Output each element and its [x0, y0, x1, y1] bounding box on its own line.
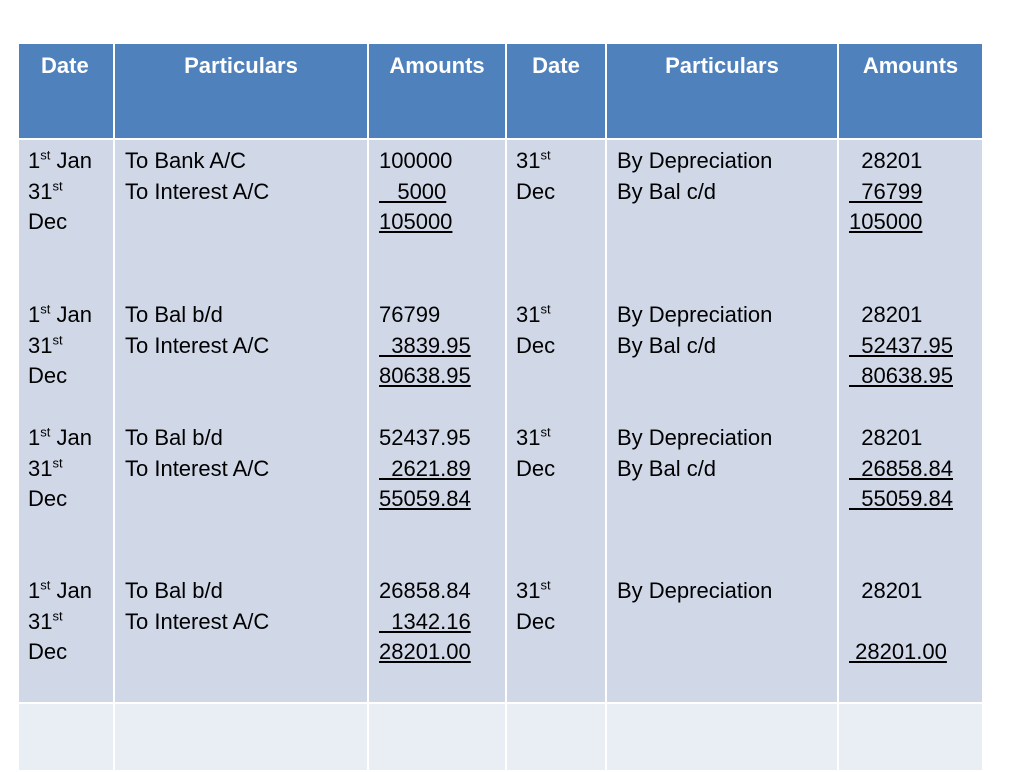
- ordinal-suffix: st: [540, 147, 551, 163]
- entry-3-dr-amounts: [369, 423, 505, 515]
- amount-line: [849, 207, 982, 238]
- dr-amounts-cell: [368, 139, 506, 703]
- particular-line: [125, 146, 367, 177]
- entry-2-cr-date: [507, 300, 605, 361]
- entry-4-dr-particulars: [115, 576, 367, 637]
- date-month: Jan: [50, 578, 92, 603]
- amount-value: 2621.89: [379, 455, 471, 481]
- particular-text: By Depreciation: [617, 302, 773, 327]
- entry-1-cr-date: [507, 146, 605, 207]
- entry-1-cr-particulars: [607, 146, 837, 207]
- particular-text: By Bal c/d: [617, 178, 717, 204]
- header-dr-particulars: Particulars: [114, 43, 368, 139]
- amount-value: 105000: [849, 209, 923, 235]
- dr-particulars-cell: [114, 139, 368, 703]
- date-line: [19, 300, 113, 331]
- date-line: [507, 331, 605, 362]
- particular-text: To Bank A/C: [125, 148, 247, 173]
- cr-date-cell: [506, 139, 606, 703]
- entry-2-dr-particulars: [115, 300, 367, 361]
- date-line: [19, 177, 113, 208]
- ordinal-suffix: st: [40, 577, 51, 593]
- amount-line: [379, 637, 505, 668]
- dr-date-cell: [18, 139, 114, 703]
- amount-value: 55059.84: [849, 486, 953, 512]
- ledger-table: [17, 42, 984, 772]
- particular-line: [617, 300, 837, 331]
- amount-value: 80638.95: [379, 363, 471, 389]
- date-number: 1: [28, 148, 41, 173]
- particular-line: [125, 300, 367, 331]
- date-month: Jan: [50, 425, 92, 450]
- entry-1-dr-particulars: [115, 146, 367, 207]
- particular-text: To Interest A/C: [125, 608, 270, 634]
- date-line: [507, 300, 605, 331]
- particular-text: To Bal b/d: [125, 302, 223, 327]
- date-number: Dec: [516, 332, 556, 358]
- entry-4-cr-date: [507, 576, 605, 637]
- amount-value: 26858.84: [379, 578, 471, 603]
- empty-cell: [114, 703, 368, 771]
- amount-line: [379, 484, 505, 515]
- header-cr-particulars: Particulars: [606, 43, 838, 139]
- date-number: Dec: [516, 178, 556, 204]
- date-line: [19, 207, 113, 238]
- entries-row: [18, 139, 983, 703]
- particular-line: [125, 177, 367, 208]
- ordinal-suffix: st: [40, 424, 51, 440]
- date-number: 1: [28, 302, 41, 327]
- date-number: 31: [516, 148, 541, 173]
- ordinal-suffix: st: [540, 424, 551, 440]
- amount-line: [379, 146, 505, 177]
- ordinal-suffix: st: [52, 455, 63, 471]
- particular-text: By Depreciation: [617, 148, 773, 173]
- amount-line: [379, 331, 505, 362]
- particular-text: To Bal b/d: [125, 578, 223, 603]
- header-cr-date: Date: [506, 43, 606, 139]
- amount-line: [379, 361, 505, 392]
- particular-text: By Bal c/d: [617, 332, 717, 358]
- entry-1-dr-amounts: [369, 146, 505, 238]
- date-line: [507, 146, 605, 177]
- empty-row: [18, 703, 983, 771]
- entry-2-dr-date: [19, 300, 113, 392]
- entry-3-cr-particulars: [607, 423, 837, 484]
- amount-value: 28201: [849, 578, 923, 603]
- particular-text: To Interest A/C: [125, 332, 270, 358]
- amount-value: 3839.95: [379, 332, 471, 358]
- amount-value: 28201: [849, 148, 923, 173]
- date-number: 31: [28, 332, 53, 358]
- ordinal-suffix: st: [540, 577, 551, 593]
- ordinal-suffix: st: [40, 147, 51, 163]
- amount-line: [379, 576, 505, 607]
- entry-2-dr-amounts: [369, 300, 505, 392]
- date-number: Dec: [28, 639, 68, 665]
- date-month: Jan: [50, 148, 92, 173]
- particular-line: [125, 331, 367, 362]
- date-line: [507, 177, 605, 208]
- particular-line: [617, 576, 837, 607]
- date-line: [19, 454, 113, 485]
- ordinal-suffix: st: [52, 608, 63, 624]
- amount-line: [379, 423, 505, 454]
- date-number: 1: [28, 425, 41, 450]
- cr-particulars-cell: [606, 139, 838, 703]
- date-line: [507, 423, 605, 454]
- date-number: Dec: [28, 209, 68, 235]
- date-number: 31: [516, 302, 541, 327]
- date-line: [507, 454, 605, 485]
- entry-3-dr-particulars: [115, 423, 367, 484]
- entry-3-dr-date: [19, 423, 113, 515]
- date-number: Dec: [28, 363, 68, 389]
- entry-4-dr-date: [19, 576, 113, 668]
- date-line: [507, 607, 605, 638]
- amount-value: 26858.84: [849, 455, 953, 481]
- amount-line: [849, 423, 982, 454]
- amount-value: 105000: [379, 209, 453, 235]
- ordinal-suffix: st: [40, 301, 51, 317]
- empty-cell: [838, 703, 983, 771]
- date-number: 31: [28, 178, 53, 204]
- amount-line: [379, 300, 505, 331]
- amount-line: [849, 177, 982, 208]
- amount-value: 1342.16: [379, 608, 471, 634]
- entry-1-dr-date: [19, 146, 113, 238]
- cr-amounts-cell: [838, 139, 983, 703]
- particular-line: [617, 331, 837, 362]
- amount-value: 76799: [849, 178, 923, 204]
- amount-value: 100000: [379, 148, 453, 173]
- amount-line: [849, 484, 982, 515]
- entry-4-dr-amounts: [369, 576, 505, 668]
- entry-2-cr-amounts: [839, 300, 982, 392]
- amount-line: [379, 207, 505, 238]
- particular-line: [125, 576, 367, 607]
- amount-value: 52437.95: [379, 425, 471, 450]
- amount-line: [379, 607, 505, 638]
- date-line: [19, 637, 113, 668]
- amount-line: [849, 331, 982, 362]
- particular-line: [125, 423, 367, 454]
- amount-value: 5000: [379, 178, 447, 204]
- entry-3-cr-date: [507, 423, 605, 484]
- amount-line: [379, 454, 505, 485]
- date-line: [19, 331, 113, 362]
- date-line: [507, 576, 605, 607]
- date-line: [19, 607, 113, 638]
- ordinal-suffix: st: [52, 178, 63, 194]
- amount-line: [849, 454, 982, 485]
- entry-3-cr-amounts: [839, 423, 982, 515]
- particular-line: [617, 177, 837, 208]
- date-line: [19, 423, 113, 454]
- amount-line: [379, 177, 505, 208]
- particular-text: To Interest A/C: [125, 455, 270, 481]
- entry-1-cr-amounts: [839, 146, 982, 238]
- empty-cell: [18, 703, 114, 771]
- entry-4-cr-particulars: [607, 576, 837, 607]
- amount-value: 28201.00: [849, 639, 947, 665]
- date-number: 31: [516, 578, 541, 603]
- entry-4-cr-amounts: [839, 576, 982, 668]
- amount-line: [849, 576, 982, 607]
- amount-line: [849, 361, 982, 392]
- date-number: 1: [28, 578, 41, 603]
- date-line: [19, 484, 113, 515]
- empty-cell: [506, 703, 606, 771]
- particular-text: To Interest A/C: [125, 178, 270, 204]
- amount-value: 80638.95: [849, 363, 953, 389]
- empty-cell: [606, 703, 838, 771]
- amount-value: 28201: [849, 425, 923, 450]
- particular-text: To Bal b/d: [125, 425, 223, 450]
- ordinal-suffix: st: [540, 301, 551, 317]
- amount-line: [849, 607, 982, 638]
- date-line: [19, 146, 113, 177]
- header-dr-date: Date: [18, 43, 114, 139]
- date-number: 31: [28, 455, 53, 481]
- date-number: Dec: [28, 486, 68, 512]
- particular-text: By Depreciation: [617, 578, 773, 603]
- date-line: [19, 361, 113, 392]
- amount-value: 52437.95: [849, 332, 953, 358]
- amount-value: 28201: [849, 302, 923, 327]
- ordinal-suffix: st: [52, 332, 63, 348]
- date-number: Dec: [516, 455, 556, 481]
- particular-line: [125, 607, 367, 638]
- amount-value: 76799: [379, 302, 441, 327]
- particular-text: By Bal c/d: [617, 455, 717, 481]
- date-month: Jan: [50, 302, 92, 327]
- particular-line: [617, 146, 837, 177]
- date-number: 31: [28, 608, 53, 634]
- header-row: [18, 43, 983, 139]
- date-number: Dec: [516, 608, 556, 634]
- amount-line: [849, 146, 982, 177]
- date-number: 31: [516, 425, 541, 450]
- header-dr-amounts: Amounts: [368, 43, 506, 139]
- particular-line: [617, 454, 837, 485]
- particular-text: By Depreciation: [617, 425, 773, 450]
- amount-value: 55059.84: [379, 486, 471, 512]
- amount-line: [849, 637, 982, 668]
- empty-cell: [368, 703, 506, 771]
- date-line: [19, 576, 113, 607]
- particular-line: [617, 423, 837, 454]
- particular-line: [125, 454, 367, 485]
- amount-line: [849, 300, 982, 331]
- header-cr-amounts: Amounts: [838, 43, 983, 139]
- amount-value: 28201.00: [379, 639, 471, 665]
- entry-2-cr-particulars: [607, 300, 837, 361]
